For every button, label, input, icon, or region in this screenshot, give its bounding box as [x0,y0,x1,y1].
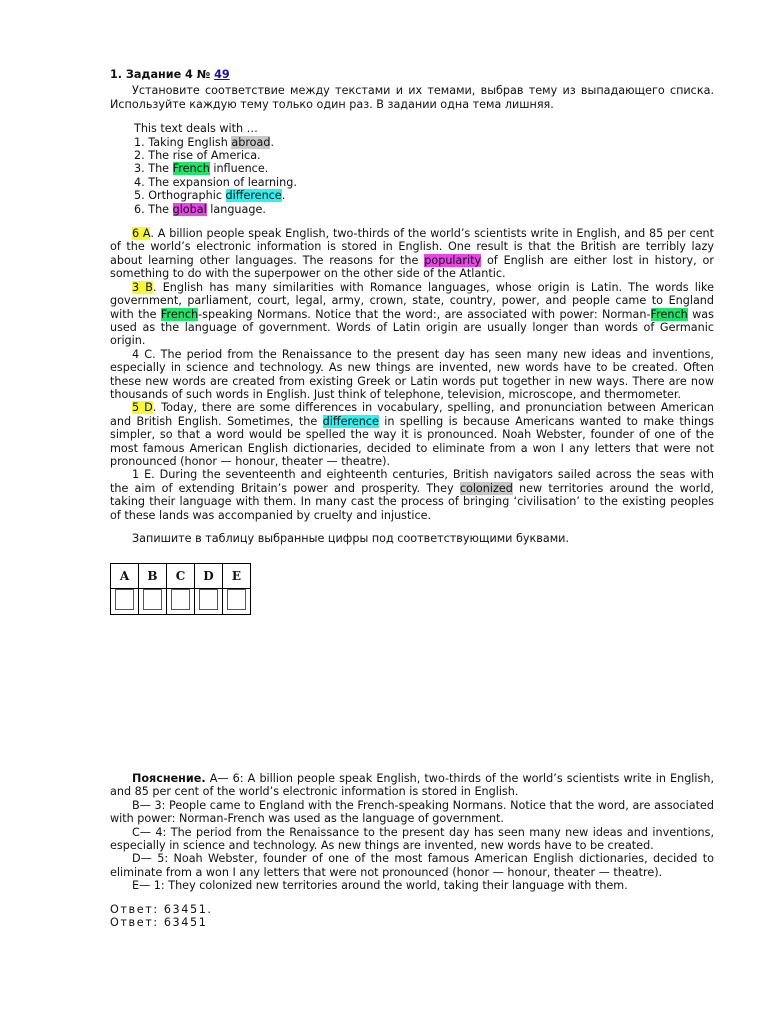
explanation-b: B— 3: People came to England with the French-speaking Normans. Notice that the word, are associated with power: Norman-French was used as the language of government. [110,798,714,826]
explanation-block [110,772,714,929]
text-c: 4 C. The period from the Renaissance to the present day has seen many new ideas and inventions, especially in science and technology. As new things are invented, new words have to be created. Often these new words are created from existing Greek or Latin words put together in new ways. There are now thousands of such words in English. Just think of telephone, television, microscope, and thermometer. [110,347,714,401]
column-header-b: B [139,564,167,589]
column-header-a: A [111,564,139,589]
text-d: 5 D. Today, there are some differences in vocabulary, spelling, and pronunciation between American and British English. Sometimes, the difference in spelling is because Americans wanted to make things simpler, so that a word would be spelled the way it is pronounced. Noah Webster, founder of one of the most famous American English dictionaries, decided to eliminate from a won I any letters that were not pronounced (honor — honour, theater — theatre). [110,401,715,468]
explanation-a: Пояснение. A— 6: A billion people speak English, two-thirds of the world’s scientists write in English, and 85 per cent of the world’s electronic information is stored in English. [110,772,714,799]
task-title: 1. Задание 4 № 49 [110,68,230,81]
topic-list [134,122,714,216]
text-list [110,227,714,522]
text-e: 1 E. During the seventeenth and eighteenth centuries, British navigators sailed across the seas with the aim of extending Britain’s power and prosperity. They colonized new territories around the world, taking their language with them. In many cast the process of bringing ‘civilisation’ to the existing peoples of these lands was accompanied by cruelty and injustice. [110,468,714,522]
answer-input-a[interactable] [115,589,134,610]
answer-line: Ответ: 63451 [110,916,208,930]
text-b: 3 B. English has many similarities with Romance languages, whose origin is Latin. The words like government, parliament, court, legal, army, crown, state, country, power, and people came to England with the French-speaking Normans. Notice that the word:, are associated with power: Norman-French was used as the language of government. Words of Latin origin are usually longer than words of Germanic origin. [110,280,714,348]
answer-table [110,563,251,614]
task-block [110,68,714,615]
column-header-e: E [223,564,251,589]
column-header-d: D [195,564,223,589]
topic-item: 2. The rise of America. [134,149,261,163]
table-instruction: Запишите в таблицу выбранные цифры под соответствующими буквами. [132,532,570,545]
topic-item: 6. The global language. [134,202,266,216]
text-a: 6 A. A billion people speak English, two-thirds of the world’s scientists write in English, and 85 per cent of the world’s electronic information is stored in English. One result is that the British are terribly lazy about learning other languages. The reasons for the popularity of English are either lost in history, or something to do with the superpower on the other side of the Atlantic. [110,227,714,281]
answer-line: Ответ: 63451. [110,902,213,916]
column-header-c: C [167,564,195,589]
answer-input-b[interactable] [143,589,162,610]
topic-item: 1. Taking English abroad. [134,135,275,149]
explanation-d: D— 5: Noah Webster, founder of one of the most famous American English dictionaries, decided to eliminate from a won I any letters that were not pronounced (honor — honour, theater — theatre). [110,852,714,879]
topic-item: 5. Orthographic difference. [134,189,286,203]
task-number-link[interactable]: 49 [214,68,230,81]
topic-item: 3. The French influence. [134,162,269,176]
explanation-e: E— 1: They colonized new territories around the world, taking their language with them. [132,879,628,893]
topic-intro: This text deals with … [134,122,258,136]
answer-input-e[interactable] [227,589,246,610]
answer-input-c[interactable] [171,589,190,610]
task-instruction: Установите соответствие между текстами и их темами, выбрав тему из выпадающего списка. Используйте каждую тему только один раз. В задании одна тема лишняя. [110,84,714,111]
topic-item: 4. The expansion of learning. [134,175,297,189]
explanation-c: C— 4: The period from the Renaissance to the present day has seen many new ideas and inventions, especially in science and technology. As new things are invented, new words have to be created. [110,825,714,853]
answer-input-d[interactable] [199,589,218,610]
